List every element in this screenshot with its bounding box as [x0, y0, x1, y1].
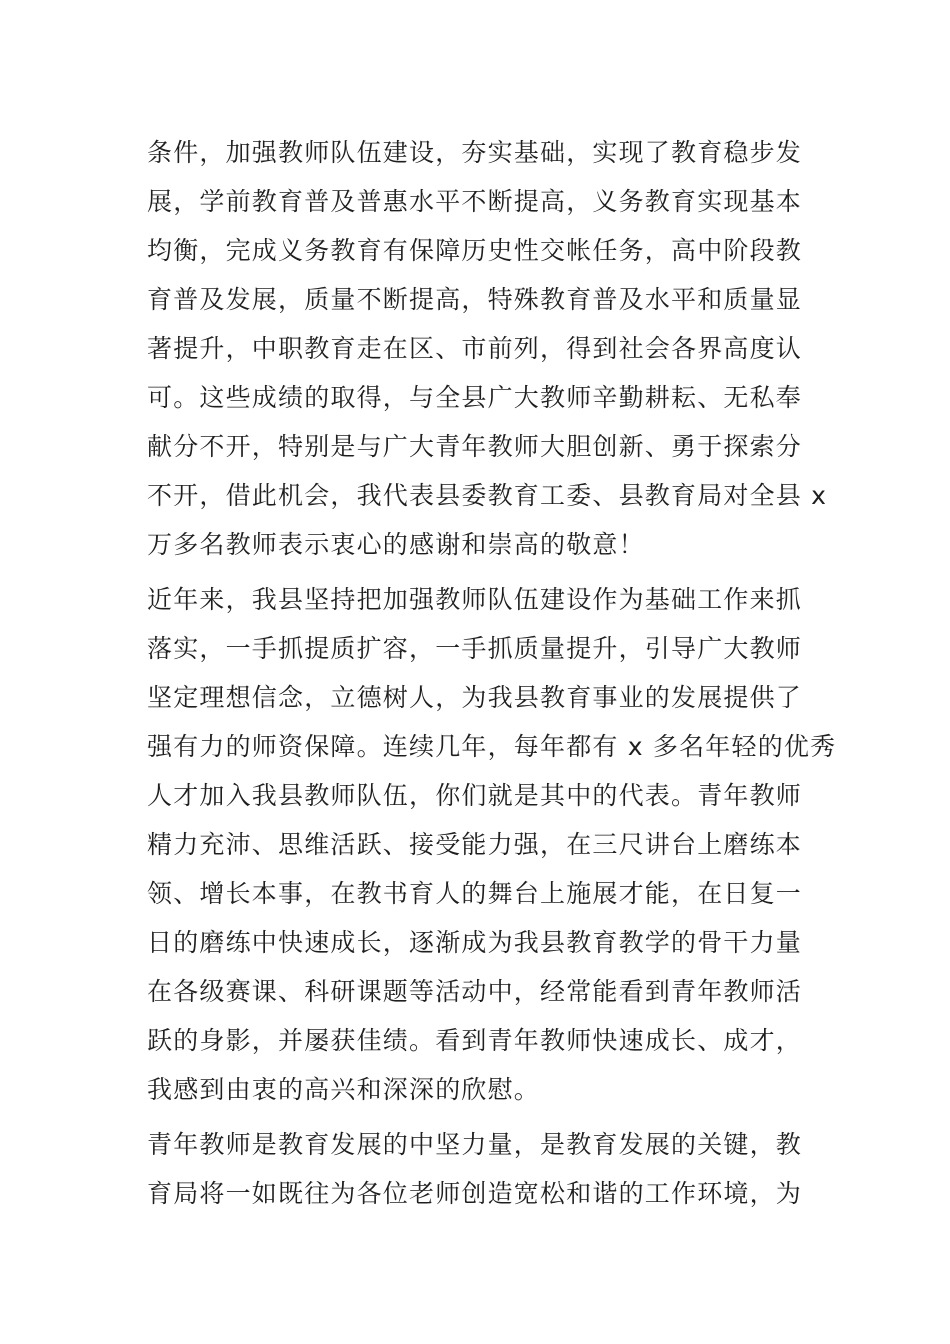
text-line: 可。这些成绩的取得，与全县广大教师辛勤耕耘、无私奉	[147, 383, 803, 412]
text-line: 在各级赛课、科研课题等活动中，经常能看到青年教师活	[147, 977, 803, 1006]
text-line: 条件，加强教师队伍建设，夯实基础，实现了教育稳步发	[147, 138, 803, 167]
text-line: 我感到由衷的高兴和深深的欣慰。	[147, 1075, 541, 1104]
text-line: 日的磨练中快速成长，逐渐成为我县教育教学的骨干力量	[147, 928, 803, 957]
text-line: 育局将一如既往为各位老师创造宽松和谐的工作环境，为	[147, 1179, 803, 1208]
text-line: 展，学前教育普及普惠水平不断提高，义务教育实现基本	[147, 187, 803, 216]
text-line: 领、增长本事，在教书育人的舞台上施展才能，在日复一	[147, 879, 803, 908]
text-line: 均衡，完成义务教育有保障历史性交帐任务，高中阶段教	[147, 236, 803, 265]
text-line: 人才加入我县教师队伍，你们就是其中的代表。青年教师	[147, 781, 803, 810]
text-line: 著提升，中职教育走在区、市前列，得到社会各界高度认	[147, 334, 803, 363]
paragraph-start-line: 近年来，我县坚持把加强教师队伍建设作为基础工作来抓	[147, 585, 803, 614]
text-line: 跃的身影，并屡获佳绩。看到青年教师快速成长、成才，	[147, 1026, 803, 1055]
text-line: 坚定理想信念，立德树人，为我县教育事业的发展提供了	[147, 683, 803, 712]
text-line: 落实，一手抓提质扩容，一手抓质量提升，引导广大教师	[147, 634, 803, 663]
text-line: 献分不开，特别是与广大青年教师大胆创新、勇于探索分	[147, 432, 803, 461]
text-line: 万多名教师表示衷心的感谢和崇高的敬意！	[147, 530, 645, 559]
text-line: 精力充沛、思维活跃、接受能力强，在三尺讲台上磨练本	[147, 830, 803, 859]
text-line: 强有力的师资保障。连续几年，每年都有 x 多名年轻的优秀	[147, 732, 837, 761]
text-line: 不开，借此机会，我代表县委教育工委、县教育局对全县 x	[147, 481, 828, 510]
paragraph-start-line: 青年教师是教育发展的中坚力量，是教育发展的关键，教	[147, 1130, 803, 1159]
text-line: 育普及发展，质量不断提高，特殊教育普及水平和质量显	[147, 285, 803, 314]
